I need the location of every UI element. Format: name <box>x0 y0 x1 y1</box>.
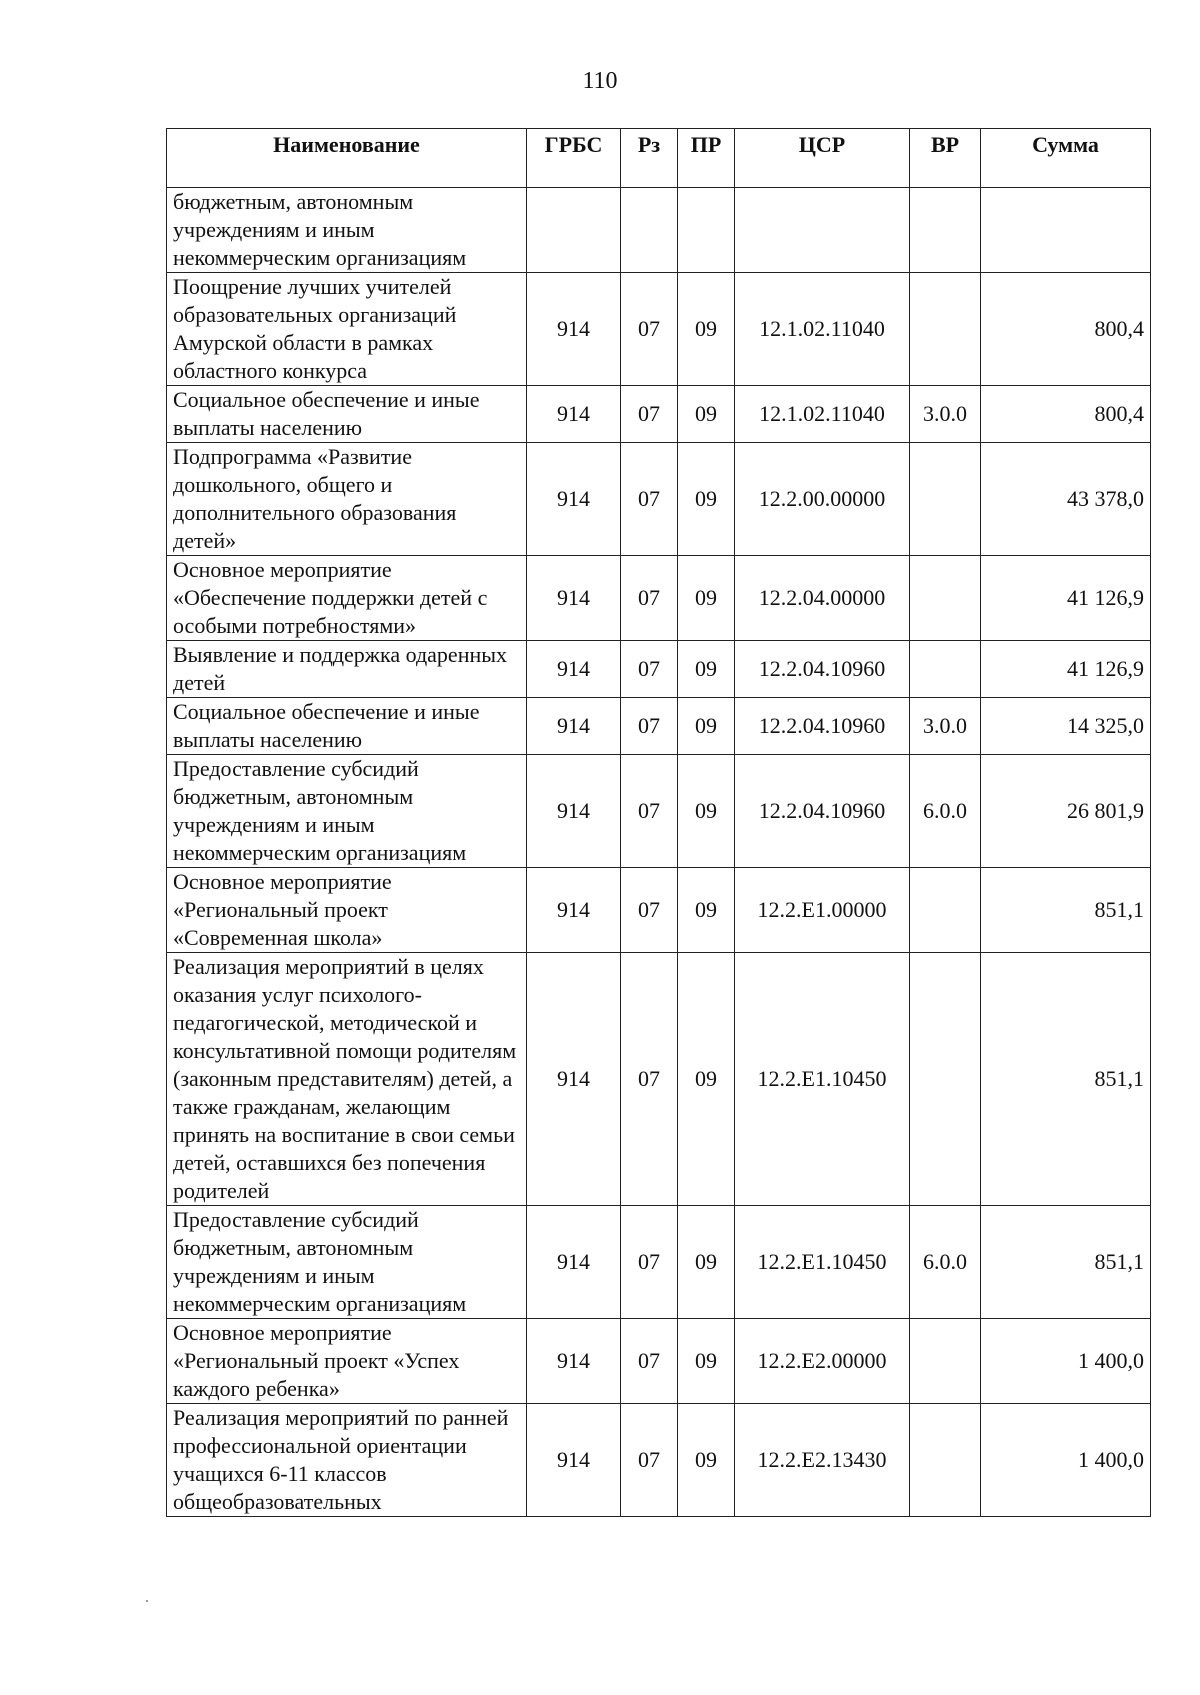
cell-grbs: 914 <box>527 641 621 698</box>
cell-name: Реализация мероприятий по ранней профессиональной ориентации учащихся 6-11 классов общеобразовательных <box>167 1404 527 1517</box>
cell-rz <box>621 188 678 273</box>
cell-name: Предоставление субсидий бюджетным, автономным учреждениям и иным некоммерческим организациям <box>167 1206 527 1319</box>
cell-name: бюджетным, автономным учреждениям и иным некоммерческим организациям <box>167 188 527 273</box>
cell-rz: 07 <box>621 273 678 386</box>
table-row <box>167 953 1151 1206</box>
cell-pr: 09 <box>678 641 735 698</box>
cell-name: Социальное обеспечение и иные выплаты населению <box>167 386 527 443</box>
cell-vr <box>910 953 981 1206</box>
cell-csr: 12.2.E1.00000 <box>735 868 910 953</box>
cell-vr <box>910 641 981 698</box>
cell-name: Основное мероприятие «Региональный проект «Современная школа» <box>167 868 527 953</box>
cell-grbs: 914 <box>527 868 621 953</box>
table-row <box>167 1206 1151 1319</box>
cell-pr: 09 <box>678 386 735 443</box>
cell-vr <box>910 556 981 641</box>
cell-rz: 07 <box>621 443 678 556</box>
cell-grbs <box>527 188 621 273</box>
cell-vr <box>910 188 981 273</box>
cell-rz: 07 <box>621 755 678 868</box>
cell-rz: 07 <box>621 641 678 698</box>
header-grbs: ГРБС <box>527 129 621 188</box>
cell-vr: 3.0.0 <box>910 698 981 755</box>
header-csr: ЦСР <box>735 129 910 188</box>
scan-speck <box>146 1600 148 1602</box>
cell-csr: 12.2.04.00000 <box>735 556 910 641</box>
cell-vr <box>910 273 981 386</box>
cell-csr: 12.2.E2.00000 <box>735 1319 910 1404</box>
page-number: 110 <box>582 68 618 94</box>
cell-vr <box>910 1319 981 1404</box>
header-rz: Рз <box>621 129 678 188</box>
table-row <box>167 868 1151 953</box>
header-name: Наименование <box>167 129 527 188</box>
cell-name: Реализация мероприятий в целях оказания услуг психолого-педагогической, методической и консультативной помощи родителям (законным представителям) детей, а также гражданам, желающим принять на воспитание в свои семьи детей, оставшихся без попечения родителей <box>167 953 527 1206</box>
cell-name: Выявление и поддержка одаренных детей <box>167 641 527 698</box>
cell-grbs: 914 <box>527 953 621 1206</box>
cell-sum: 800,4 <box>981 273 1151 386</box>
cell-vr: 3.0.0 <box>910 386 981 443</box>
cell-sum: 43 378,0 <box>981 443 1151 556</box>
cell-pr: 09 <box>678 698 735 755</box>
cell-sum <box>981 188 1151 273</box>
cell-csr: 12.1.02.11040 <box>735 386 910 443</box>
cell-rz: 07 <box>621 386 678 443</box>
table-row <box>167 641 1151 698</box>
cell-sum: 851,1 <box>981 868 1151 953</box>
cell-csr: 12.1.02.11040 <box>735 273 910 386</box>
cell-pr: 09 <box>678 1319 735 1404</box>
cell-pr: 09 <box>678 868 735 953</box>
cell-pr: 09 <box>678 755 735 868</box>
cell-rz: 07 <box>621 1319 678 1404</box>
cell-vr <box>910 1404 981 1517</box>
cell-sum: 851,1 <box>981 953 1151 1206</box>
cell-csr: 12.2.04.10960 <box>735 698 910 755</box>
cell-rz: 07 <box>621 868 678 953</box>
table-row <box>167 1319 1151 1404</box>
cell-grbs: 914 <box>527 1404 621 1517</box>
cell-pr: 09 <box>678 953 735 1206</box>
cell-csr <box>735 188 910 273</box>
cell-sum: 800,4 <box>981 386 1151 443</box>
cell-sum: 851,1 <box>981 1206 1151 1319</box>
cell-rz: 07 <box>621 556 678 641</box>
cell-pr: 09 <box>678 1404 735 1517</box>
budget-table <box>166 128 1151 1517</box>
cell-grbs: 914 <box>527 1206 621 1319</box>
cell-pr: 09 <box>678 556 735 641</box>
cell-grbs: 914 <box>527 386 621 443</box>
cell-grbs: 914 <box>527 1319 621 1404</box>
cell-rz: 07 <box>621 698 678 755</box>
cell-pr <box>678 188 735 273</box>
table-row <box>167 188 1151 273</box>
cell-sum: 14 325,0 <box>981 698 1151 755</box>
cell-sum: 26 801,9 <box>981 755 1151 868</box>
cell-sum: 1 400,0 <box>981 1404 1151 1517</box>
header-vr: ВР <box>910 129 981 188</box>
cell-pr: 09 <box>678 1206 735 1319</box>
cell-grbs: 914 <box>527 556 621 641</box>
cell-name: Предоставление субсидий бюджетным, автономным учреждениям и иным некоммерческим организациям <box>167 755 527 868</box>
cell-grbs: 914 <box>527 443 621 556</box>
cell-csr: 12.2.04.10960 <box>735 755 910 868</box>
cell-name: Социальное обеспечение и иные выплаты населению <box>167 698 527 755</box>
cell-grbs: 914 <box>527 698 621 755</box>
cell-rz: 07 <box>621 1404 678 1517</box>
table-row <box>167 1404 1151 1517</box>
cell-csr: 12.2.00.00000 <box>735 443 910 556</box>
cell-sum: 41 126,9 <box>981 641 1151 698</box>
cell-name: Подпрограмма «Развитие дошкольного, общего и дополнительного образования детей» <box>167 443 527 556</box>
cell-grbs: 914 <box>527 273 621 386</box>
cell-pr: 09 <box>678 443 735 556</box>
table-header-row <box>167 129 1151 188</box>
cell-name: Поощрение лучших учителей образовательных организаций Амурской области в рамках областного конкурса <box>167 273 527 386</box>
header-pr: ПР <box>678 129 735 188</box>
cell-sum: 41 126,9 <box>981 556 1151 641</box>
header-sum: Сумма <box>981 129 1151 188</box>
table-row <box>167 556 1151 641</box>
table-row <box>167 443 1151 556</box>
cell-vr: 6.0.0 <box>910 1206 981 1319</box>
table-row <box>167 273 1151 386</box>
table-row <box>167 386 1151 443</box>
cell-vr: 6.0.0 <box>910 755 981 868</box>
cell-name: Основное мероприятие «Обеспечение поддержки детей с особыми потребностями» <box>167 556 527 641</box>
table-row <box>167 698 1151 755</box>
cell-grbs: 914 <box>527 755 621 868</box>
cell-csr: 12.2.E1.10450 <box>735 953 910 1206</box>
cell-sum: 1 400,0 <box>981 1319 1151 1404</box>
cell-csr: 12.2.04.10960 <box>735 641 910 698</box>
cell-rz: 07 <box>621 1206 678 1319</box>
cell-vr <box>910 443 981 556</box>
cell-csr: 12.2.E1.10450 <box>735 1206 910 1319</box>
cell-rz: 07 <box>621 953 678 1206</box>
cell-pr: 09 <box>678 273 735 386</box>
table-row <box>167 755 1151 868</box>
cell-csr: 12.2.E2.13430 <box>735 1404 910 1517</box>
cell-name: Основное мероприятие «Региональный проект «Успех каждого ребенка» <box>167 1319 527 1404</box>
cell-vr <box>910 868 981 953</box>
